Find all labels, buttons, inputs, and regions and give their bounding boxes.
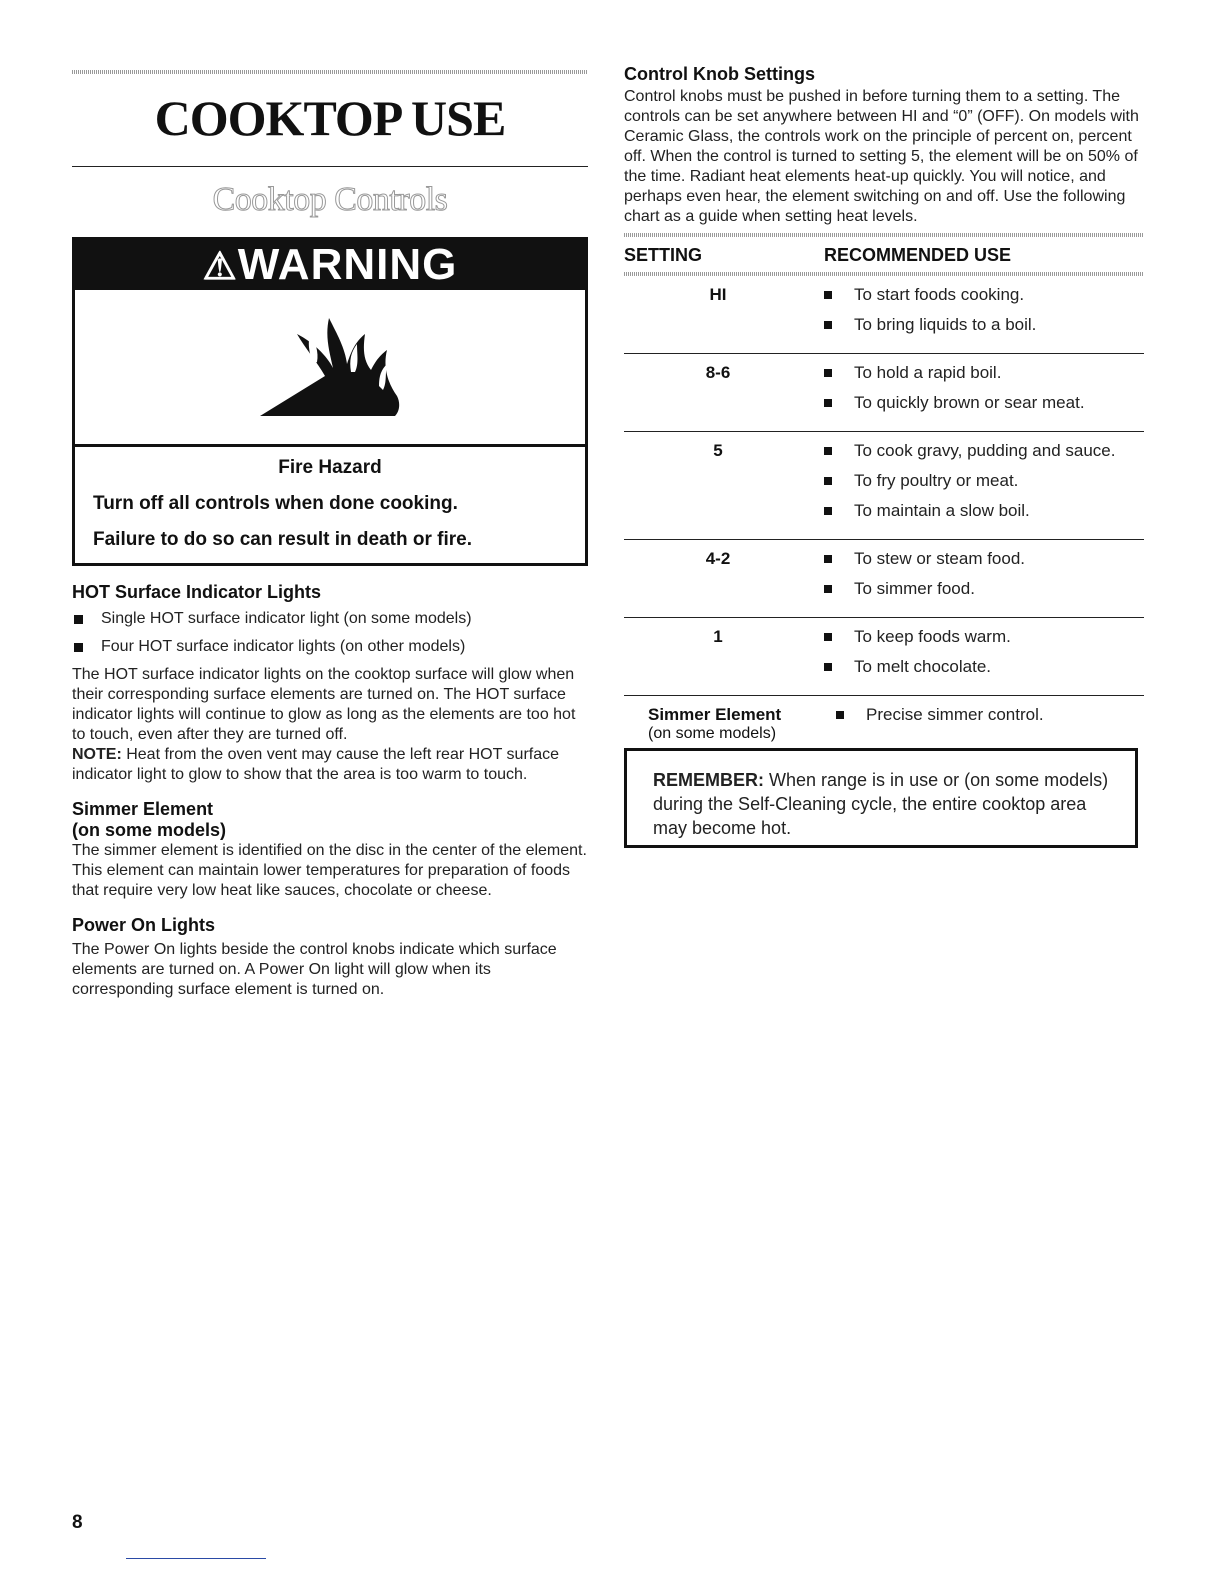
setting-cell: HI [709, 285, 727, 304]
hot-surface-note [72, 745, 588, 785]
use-text: Precise simmer control. [866, 705, 1044, 724]
list-item [812, 363, 1144, 383]
col-use-header: RECOMMENDED USE [824, 245, 1012, 265]
section-subtitle: Cooktop Controls [212, 181, 448, 218]
bullet-square-icon [824, 291, 832, 299]
hot-surface-body: The HOT surface indicator lights on the cooktop surface will glow when their corresponding surface elements are turned on. The HOT surface indicator lights will continue to glow as long as the elements are too hot to touch, even after they are turned off. [72, 666, 576, 743]
title-rule [72, 166, 588, 167]
power-on-heading: Power On Lights [72, 915, 216, 935]
use-cell [812, 624, 1144, 687]
control-knob-body: Control knobs must be pushed in before turning them to a setting. The controls can be set anywhere between HI and “0” (OFF). On models with Ceramic Glass, the controls work on the principle of percent on, percent off. When the control is turned to setting 5, the element will be on 50% of the time. Radiant heat elements heat-up quickly. You will notice, and perhaps even hear, the element switching on and off. Use the following chart as a guide when setting heat levels. [624, 88, 1139, 225]
bullet-square-icon [824, 369, 832, 377]
use-text: To keep foods warm. [854, 627, 1011, 646]
bullet-square-icon [824, 477, 832, 485]
bullet-square-icon [836, 711, 844, 719]
top-dotted-rule [72, 70, 588, 74]
list-item [812, 501, 1144, 521]
list-item [812, 471, 1144, 491]
setting-cell: 1 [713, 627, 723, 646]
power-on-body: The Power On lights beside the control knobs indicate which surface elements are turned on. A Power On light will glow when its corresponding surface element is turned on. [72, 941, 557, 998]
bullet-square-icon [824, 633, 832, 641]
setting-cell: 8-6 [705, 363, 731, 382]
use-cell [812, 438, 1144, 531]
bullet-square-icon [824, 507, 832, 515]
left-column [72, 70, 588, 1000]
warning-line-2: Failure to do so can result in death or fire. [93, 529, 473, 550]
control-knob-heading: Control Knob Settings [624, 64, 815, 84]
bullet-square-icon [824, 447, 832, 455]
list-item [812, 549, 1144, 569]
bullet-square-icon [824, 585, 832, 593]
table-row [624, 539, 1144, 617]
list-item [812, 579, 1144, 599]
use-cell [812, 282, 1144, 345]
list-item [812, 285, 1144, 305]
warning-graphic [75, 290, 585, 447]
use-text: To quickly brown or sear meat. [854, 393, 1085, 412]
simmer-subheading: (on some models) [72, 820, 227, 840]
list-item [72, 637, 588, 657]
simmer-heading: Simmer Element [72, 799, 214, 819]
table-row [624, 617, 1144, 695]
page-number: 8 [72, 1512, 83, 1533]
setting-name: Simmer Element [648, 705, 782, 724]
list-item [824, 705, 1144, 725]
remember-box [624, 748, 1138, 848]
hot-surface-heading: HOT Surface Indicator Lights [72, 582, 322, 602]
use-text: To cook gravy, pudding and sauce. [854, 441, 1116, 460]
bullet-square-icon [824, 663, 832, 671]
table-row [624, 431, 1144, 539]
list-item [812, 315, 1144, 335]
bullet-square-icon [824, 399, 832, 407]
use-text: To simmer food. [854, 579, 975, 598]
table-row [624, 276, 1144, 353]
bullet-text: Four HOT surface indicator lights (on other models) [101, 638, 466, 655]
use-text: To stew or steam food. [854, 549, 1026, 568]
warning-triangle-icon: ⚠ [202, 246, 238, 288]
note-label: NOTE: [72, 746, 122, 763]
fire-icon [255, 312, 405, 420]
use-text: To melt chocolate. [854, 657, 992, 676]
list-item [812, 627, 1144, 647]
table-row [624, 695, 1144, 751]
use-cell [812, 546, 1144, 609]
setting-cell: 5 [713, 441, 723, 460]
warning-text [75, 447, 585, 563]
bullet-text: Single HOT surface indicator light (on some models) [101, 610, 472, 627]
use-text: To maintain a slow boil. [854, 501, 1030, 520]
warning-header [75, 240, 585, 290]
footer-rule [126, 1558, 266, 1559]
hazard-title: Fire Hazard [278, 457, 382, 478]
simmer-body: The simmer element is identified on the disc in the center of the element. This element can maintain lower temperatures for preparation of foods that require very low heat like sauces, chocolate or cheese. [72, 842, 587, 899]
setting-sub: (on some models) [648, 725, 777, 742]
use-text: To hold a rapid boil. [854, 363, 1002, 382]
right-column [624, 64, 1144, 751]
bullet-square-icon [74, 615, 83, 624]
settings-table [624, 233, 1144, 751]
warning-line-1: Turn off all controls when done cooking. [93, 493, 458, 514]
use-text: To start foods cooking. [854, 285, 1025, 304]
warning-header-label: WARNING [237, 240, 458, 289]
list-item [812, 441, 1144, 461]
note-text: Heat from the oven vent may cause the left rear HOT surface indicator light to glow to show that the area is too warm to touch. [72, 746, 560, 783]
setting-cell [624, 702, 824, 743]
use-cell [812, 360, 1144, 423]
remember-text: When range is in use or (on some models) during the Self-Cleaning cycle, the entire cooktop area may become hot. [653, 770, 1109, 838]
setting-cell: 4-2 [705, 549, 731, 568]
use-text: To fry poultry or meat. [854, 471, 1019, 490]
use-text: To bring liquids to a boil. [854, 315, 1037, 334]
remember-label: REMEMBER: [653, 770, 764, 790]
bullet-square-icon [74, 643, 83, 652]
page-title: COOKTOP USE [154, 90, 506, 146]
use-cell [824, 702, 1144, 743]
warning-box [72, 237, 588, 566]
bullet-square-icon [824, 321, 832, 329]
list-item [812, 657, 1144, 677]
table-header [624, 237, 1144, 272]
bullet-square-icon [824, 555, 832, 563]
table-row [624, 353, 1144, 431]
col-setting-header: SETTING [624, 245, 703, 265]
list-item [812, 393, 1144, 413]
list-item [72, 609, 588, 629]
